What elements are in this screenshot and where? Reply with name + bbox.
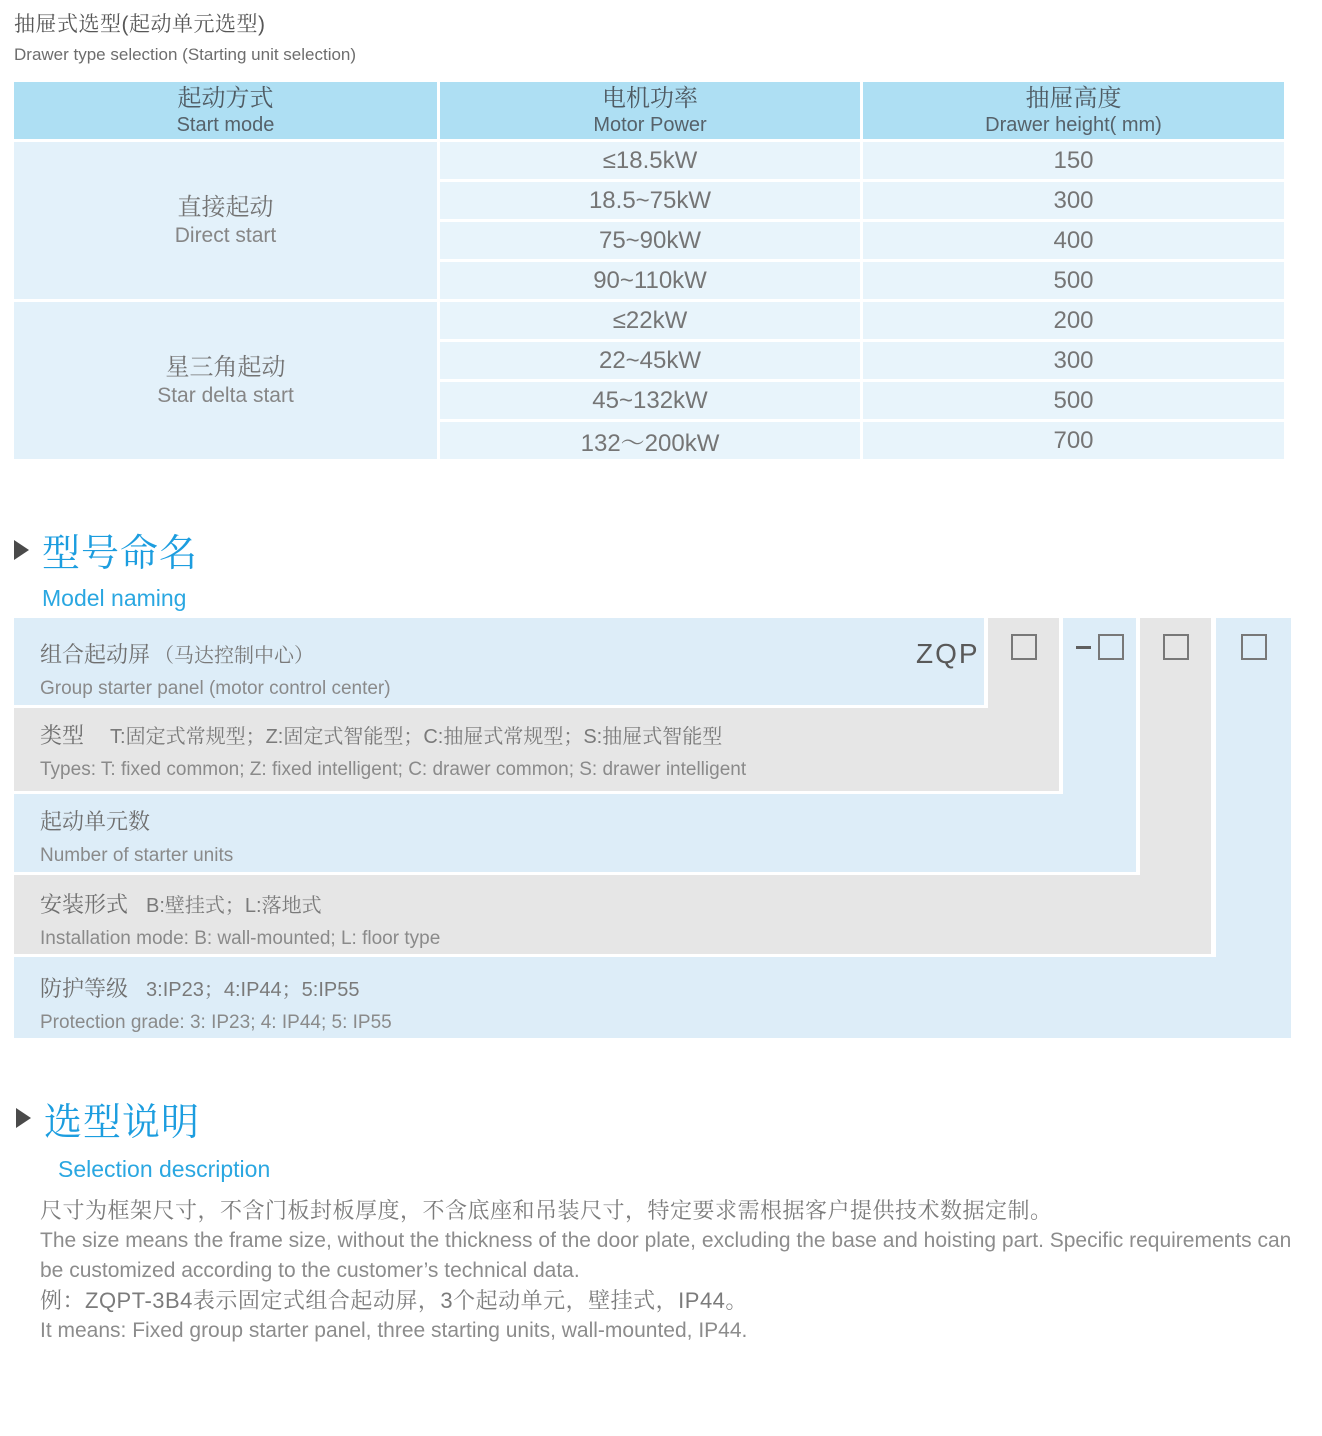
column-header-motor-power [440,82,860,139]
band-label-en: Types: T: fixed common; Z: fixed intelligent; C: drawer common; S: drawer intelligent [40,759,747,780]
band-installation-mode-text [40,888,440,950]
power-cell: 132～200kW [440,422,860,459]
band-label-en: Installation mode: B: wall-mounted; L: floor type [40,928,441,949]
model-code-slot-1 [988,634,1059,660]
section-heading-model-naming [42,522,198,612]
band-label-cn: 防护等级 [40,976,129,1001]
model-code-box-icon [1241,634,1267,660]
mode-label-en: Direct start [174,223,277,247]
description-line-en: The size means the frame size, without the thickness of the door plate, excluding the base and hoisting part. Specific requirements can be customized according to the customer’s technical data. [40,1229,1292,1282]
section-heading-cn: 选型说明 [44,1102,201,1144]
page-title [14,8,356,65]
dash-icon [1076,646,1091,649]
band-detail-cn: （马达控制中心） [154,645,315,667]
height-cell: 300 [863,342,1284,379]
right-triangle-icon [14,540,29,560]
band-detail-cn: T:固定式常规型；Z:固定式智能型；C:抽屉式常规型；S:抽屉式智能型 [110,726,723,748]
power-cell: 45~132kW [440,382,860,419]
power-cell: ≤18.5kW [440,142,860,179]
page-title-en: Drawer type selection (Starting unit selection) [14,45,357,64]
model-code-slot-2 [1063,634,1136,660]
height-cell: 400 [863,222,1284,259]
column-header-en: Motor Power [593,113,707,136]
column-header-cn: 抽屉高度 [1025,84,1122,112]
power-cell: 22~45kW [440,342,860,379]
height-cell: 150 [863,142,1284,179]
section-heading-cn: 型号命名 [42,533,199,575]
power-cell: 75~90kW [440,222,860,259]
description-line-cn: 尺寸为框架尺寸，不含门板封板厚度，不含底座和吊装尺寸，特定要求需根据客户提供技术数据定制。 [40,1198,1053,1223]
selection-description-body [40,1196,1292,1346]
description-line-en: It means: Fixed group starter panel, three starting units, wall-mounted, IP44. [40,1319,748,1342]
model-code-slot-4 [1216,634,1291,660]
band-detail-cn: 3:IP23；4:IP44；5:IP55 [146,979,360,1001]
band-label-en: Group starter panel (motor control center) [40,678,391,699]
band-protection-grade-text [40,972,392,1034]
model-naming-diagram [14,618,1291,1038]
model-code-prefix: ZQP [916,638,980,669]
band-label-cn: 组合起动屏 [40,642,151,667]
power-cell: ≤22kW [440,302,860,339]
column-header-start-mode [14,82,437,139]
table-row [14,142,1284,179]
description-line-cn: 例：ZQPT-3B4表示固定式组合起动屏，3个起动单元，壁挂式，IP44。 [40,1288,748,1313]
band-group-starter-panel-text [40,638,391,700]
model-code-box-icon [1163,634,1189,660]
height-cell: 300 [863,182,1284,219]
band-detail-cn: B:壁挂式；L:落地式 [146,895,322,917]
column-header-en: Start mode [176,113,275,136]
power-cell: 18.5~75kW [440,182,860,219]
section-heading-en: Model naming [42,585,187,611]
band-label-cn: 起动单元数 [40,809,151,834]
height-cell: 500 [863,382,1284,419]
mode-label-en: Star delta start [157,383,294,407]
section-heading-selection-description [44,1091,270,1183]
start-mode-cell-star-delta [14,302,437,459]
mode-label-cn: 直接起动 [177,193,274,221]
model-code-box-icon [1098,634,1124,660]
model-code-box-icon [1011,634,1037,660]
table-header-row [14,82,1284,139]
power-cell: 90~110kW [440,262,860,299]
start-mode-cell-direct [14,142,437,299]
page-title-cn: 抽屉式选型(起动单元选型) [14,13,266,36]
right-triangle-icon [16,1108,31,1128]
column-header-en: Drawer height( mm) [985,113,1162,136]
model-code-slot-3 [1140,634,1211,660]
band-types-text [40,719,746,781]
band-starter-units-text [40,805,233,867]
mode-label-cn: 星三角起动 [165,353,286,381]
band-label-cn: 安装形式 [40,892,129,917]
table-row [14,302,1284,339]
section-heading-en: Selection description [58,1156,271,1182]
column-header-cn: 起动方式 [177,84,274,112]
band-label-cn: 类型 [40,723,85,748]
height-cell: 500 [863,262,1284,299]
band-label-en: Protection grade: 3: IP23; 4: IP44; 5: IP55 [40,1012,392,1033]
band-label-en: Number of starter units [40,845,234,866]
height-cell: 200 [863,302,1284,339]
column-header-drawer-height [863,82,1284,139]
height-cell: 700 [863,422,1284,459]
column-header-cn: 电机功率 [602,84,698,112]
drawer-selection-table [11,79,1287,462]
